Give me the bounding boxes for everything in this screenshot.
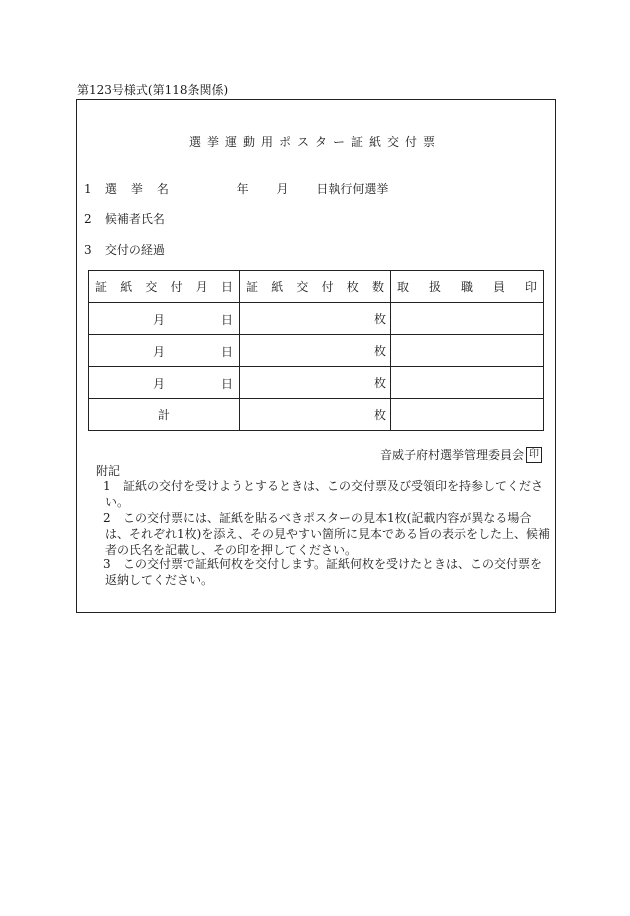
total-count-cell: 枚 [240,399,391,431]
table-row [89,367,544,399]
table-row [89,303,544,335]
issue-count-cell: 枚 [240,367,391,399]
note-item [105,510,552,558]
form-title: 選挙運動用ポスター証紙交付票 [188,135,441,149]
item-election-name [84,180,388,197]
note-item [105,478,552,510]
note-text: 証紙の交付を受けようとするときは、この交付票及び受領印を持参してください。 [105,479,544,509]
staff-seal-cell [391,367,544,399]
header-issue-count: 証 紙 交 付 枚 数 [240,271,391,303]
notes-heading: 附記 [96,464,121,478]
election-suffix: 日執行何選挙 [316,182,389,196]
day-label: 日 [220,345,233,359]
item-label: 選挙名 [104,182,183,196]
receipt-table [88,270,544,431]
seal-mark: 印 [526,447,542,463]
issue-count-cell: 枚 [240,335,391,367]
item-process [84,241,165,258]
staff-seal-cell [391,335,544,367]
day-label: 日 [220,377,233,391]
header-staff-seal: 取 扱 職 員 印 [391,271,544,303]
year-label: 年 [236,182,249,196]
item-number: 2 [84,212,92,226]
staff-seal-cell [391,303,544,335]
table-header-row [89,271,544,303]
item-label: 交付の経過 [104,243,165,257]
committee-signature [380,446,542,463]
day-label: 日 [220,313,233,327]
total-seal-cell [391,399,544,431]
item-number: 3 [84,243,92,257]
month-label: 月 [153,345,166,359]
month-label: 月 [153,313,166,327]
table-row [89,335,544,367]
committee-name: 音威子府村選挙管理委員会 [379,448,524,462]
note-number: 1 [103,479,111,493]
issue-date-cell [89,367,240,399]
issue-count-cell: 枚 [240,303,391,335]
note-text: この交付票には、証紙を貼るべきポスターの見本1枚(記載内容が異なる場合は、それぞれ1枚)を添え、その見やすい箇所に見本である旨の表示をした上、候補者の氏名を記載し、その印を押してください。 [105,511,551,557]
table-total-row [89,399,544,431]
election-date [237,180,389,197]
note-number: 2 [103,511,111,525]
item-label: 候補者氏名 [104,212,165,226]
month-label: 月 [153,377,166,391]
note-text: この交付票で証紙何枚を交付します。証紙何枚を受けたときは、この交付票を返納してください。 [105,557,543,587]
issue-date-cell [89,303,240,335]
month-label: 月 [276,182,289,196]
header-issue-date: 証 紙 交 付 月 日 [89,271,240,303]
note-item [105,556,552,588]
total-label-cell: 計 [89,399,240,431]
item-number: 1 [84,182,92,196]
note-number: 3 [103,557,111,571]
form-number: 第123号様式(第118条関係) [77,83,229,97]
issue-date-cell [89,335,240,367]
item-candidate-name [84,210,165,227]
